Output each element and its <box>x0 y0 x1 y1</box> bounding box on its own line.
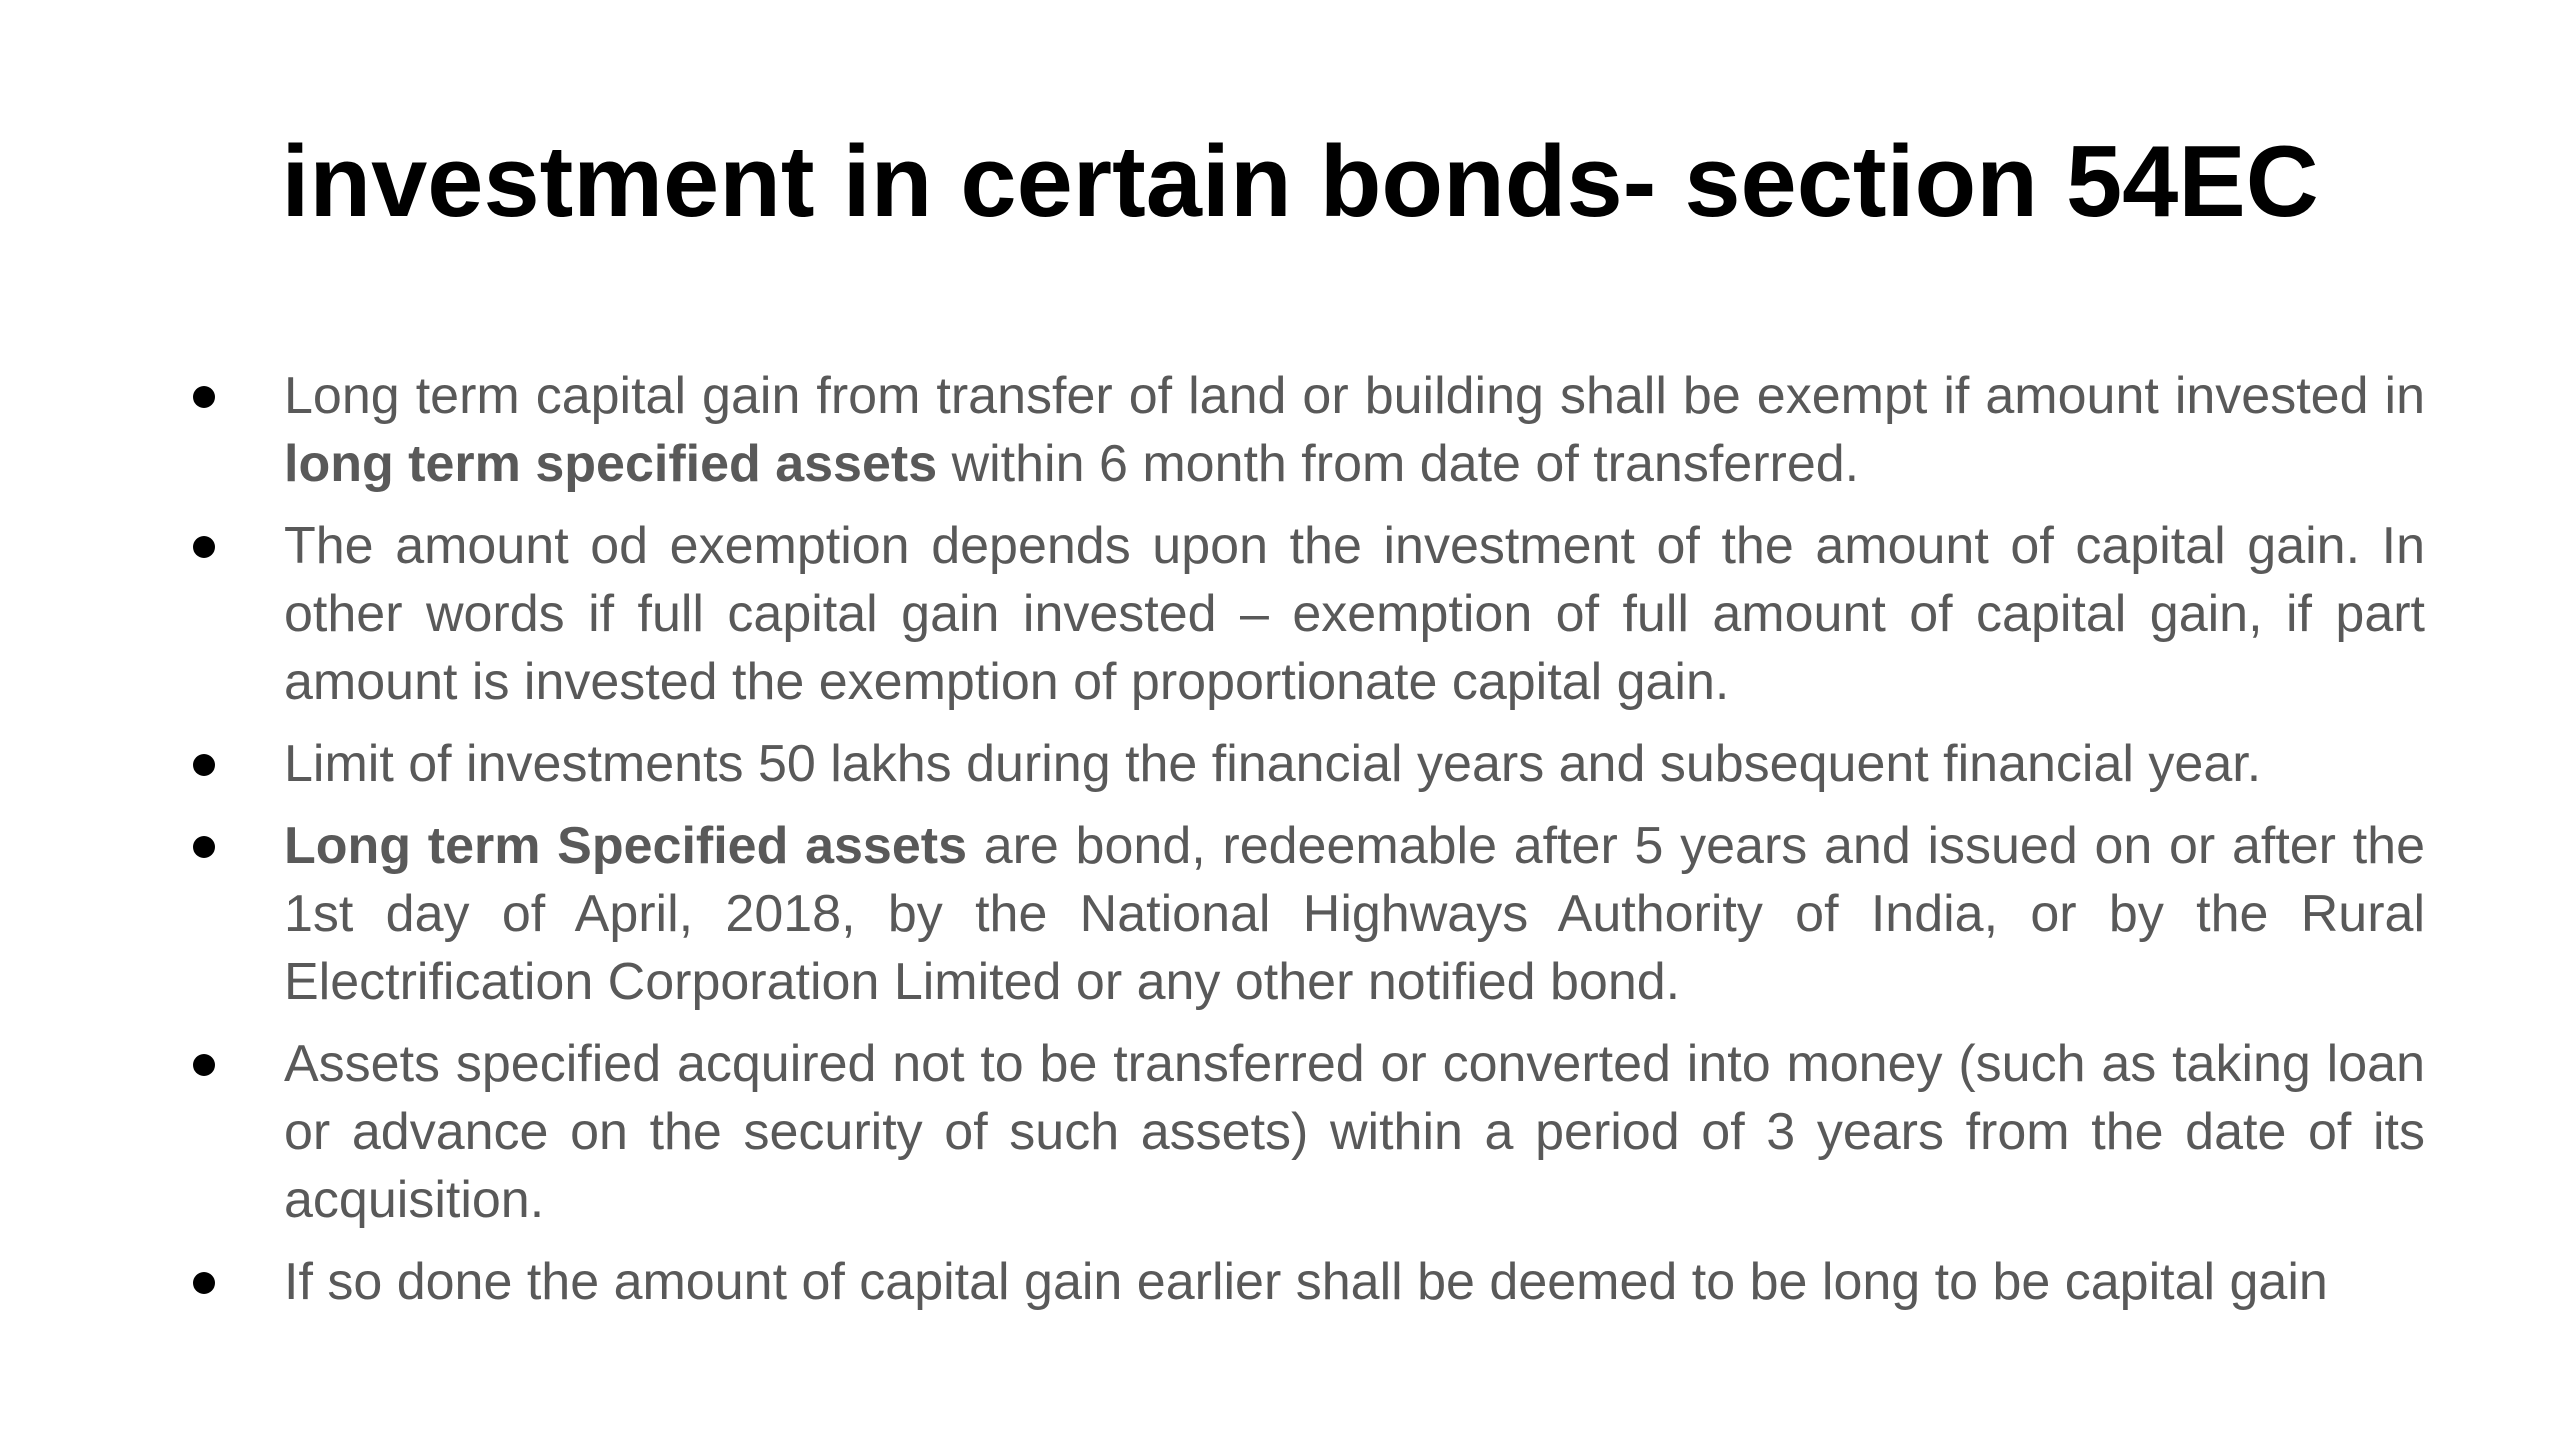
bullet-text: within 6 month from date of transferred. <box>937 435 1860 493</box>
bullet-text: If so done the amount of capital gain earlier shall be deemed to be long to be capital gain <box>284 1253 2328 1311</box>
bullet-text: are bond, redeemable after 5 years and issued on or after the 1st day of April, 2018, by the National Highways Authority of India, or by the Rural Electrification Corporation Limited or any other notified bond. <box>284 817 2425 1011</box>
bullet-bold-text: Long term Specified assets <box>284 817 967 875</box>
bullet-dot-icon <box>193 386 215 408</box>
bullet-item <box>185 1030 2425 1234</box>
bullet-dot-icon <box>193 754 215 776</box>
bullet-list <box>185 362 2425 1330</box>
bullet-text: Assets specified acquired not to be transferred or converted into money (such as taking loan or advance on the security of such assets) within a period of 3 years from the date of its acquisition. <box>284 1035 2425 1229</box>
bullet-item <box>185 812 2425 1016</box>
bullet-item <box>185 512 2425 716</box>
bullet-dot-icon <box>193 536 215 558</box>
slide-title: investment in certain bonds- section 54EC <box>281 126 2319 238</box>
bullet-text: The amount od exemption depends upon the investment of the amount of capital gain. In other words if full capital gain invested – exemption of full amount of capital gain, if part amount is invested the exemption of proportionate capital gain. <box>284 517 2425 711</box>
bullet-dot-icon <box>193 1054 215 1076</box>
bullet-text: Long term capital gain from transfer of land or building shall be exempt if amount invested in <box>284 367 2425 425</box>
bullet-item <box>185 730 2425 798</box>
bullet-bold-text: long term specified assets <box>284 435 938 493</box>
bullet-item <box>185 1248 2425 1316</box>
bullet-text: Limit of investments 50 lakhs during the financial years and subsequent financial year. <box>284 735 2262 793</box>
bullet-dot-icon <box>193 836 215 858</box>
bullet-item <box>185 362 2425 498</box>
bullet-dot-icon <box>193 1272 215 1294</box>
